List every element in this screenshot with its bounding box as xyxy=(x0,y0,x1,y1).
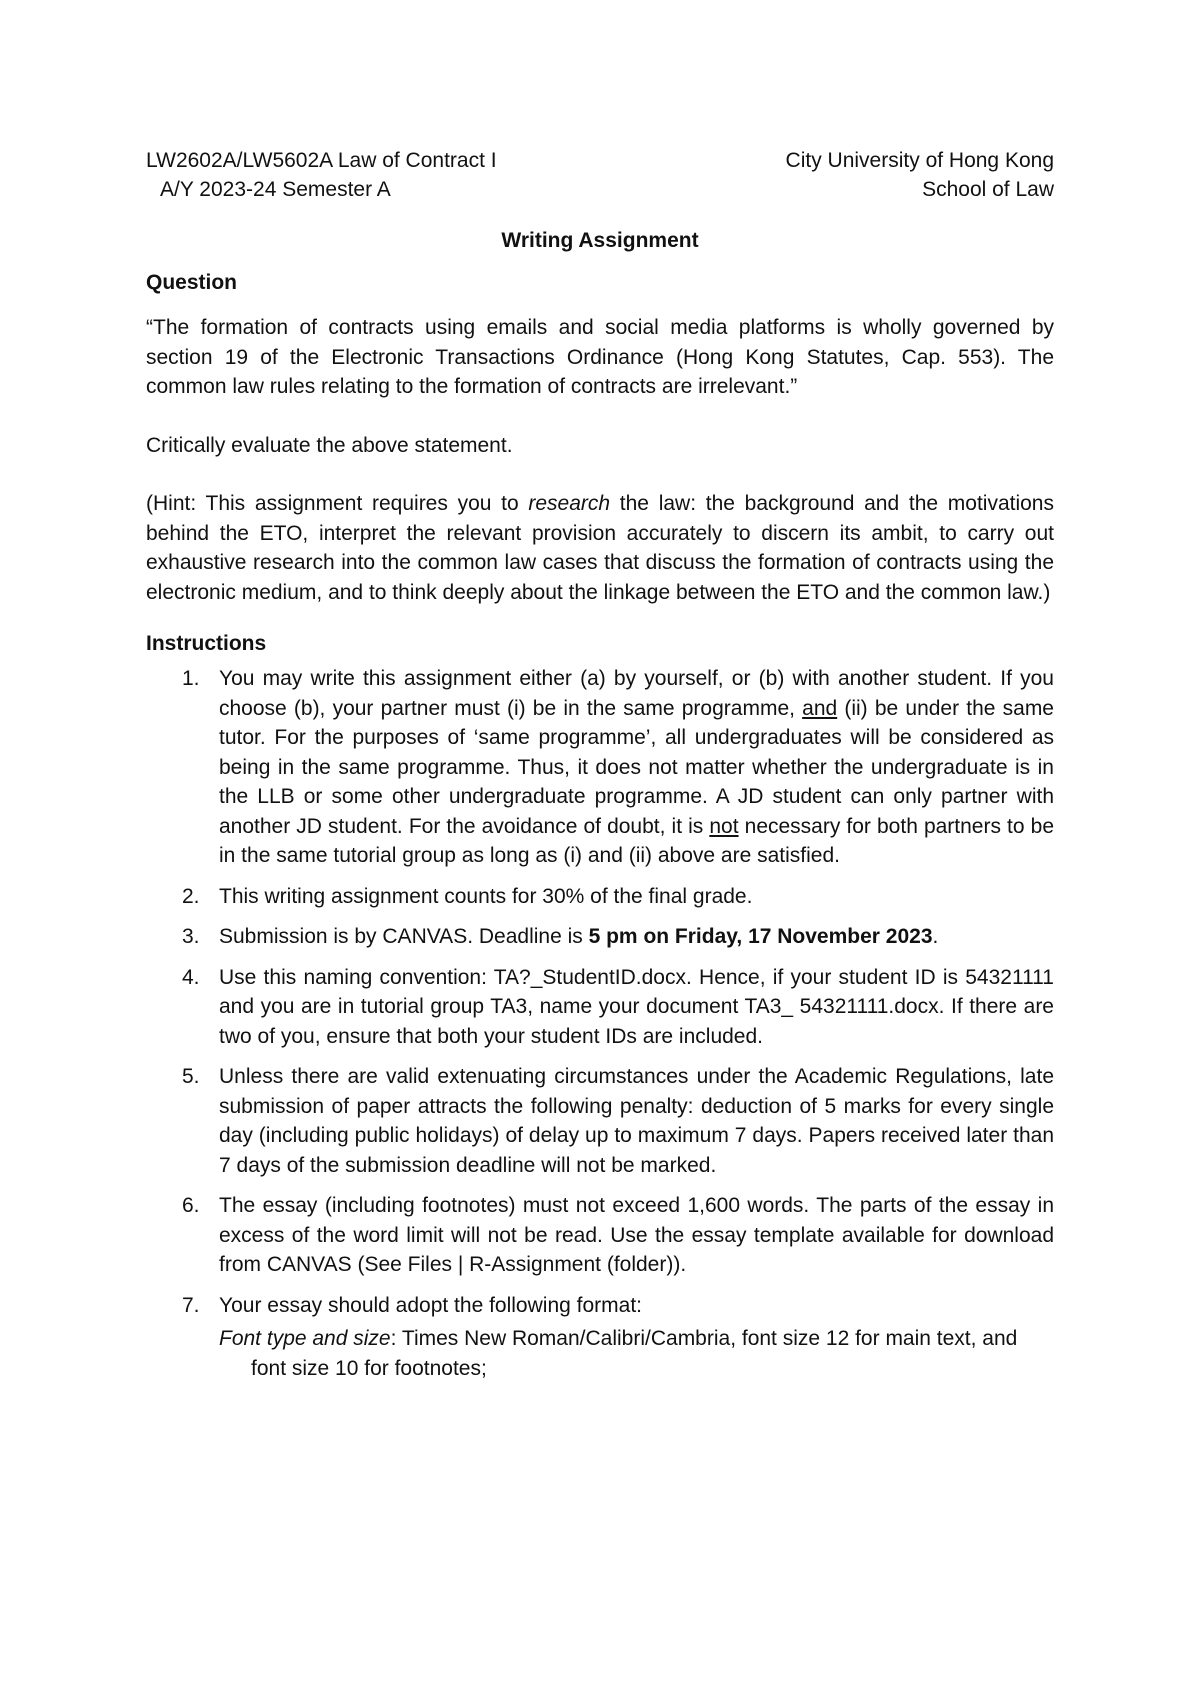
item-text: The essay (including footnotes) must not exceed 1,600 words. The parts of the essay in excess of the word limit will not be read. Use the essay template available for download from CANVAS (See Files | R-Assignment (folder)). xyxy=(219,1194,1054,1276)
instructions-list xyxy=(146,664,1054,1320)
header-row-2 xyxy=(146,175,1054,204)
item-number: 3. xyxy=(182,925,200,948)
list-item xyxy=(146,1191,1054,1280)
item-text: Unless there are valid extenuating circumstances under the Academic Regulations, late submission of paper attracts the following penalty: deduction of 5 marks for every single day (including public holidays) of delay up to maximum 7 days. Papers received later than 7 days of the submission deadline will not be marked. xyxy=(219,1065,1054,1177)
item-text: Use this naming convention: TA?_StudentID.docx. Hence, if your student ID is 54321111 and you are in tutorial group TA3, name your document TA3_ 54321111.docx. If there are two of you, ensure that both your student IDs are included. xyxy=(219,965,1054,1048)
deadline-text: 5 pm on Friday, 17 November 2023 xyxy=(588,925,933,948)
hint-text-end: the law: the background and the motivations behind the ETO, interpret the relevant provision accurately to discern its ambit, to carry out exhaustive research into the common law cases that discuss the formation of contracts using the electronic medium, and to think deeply about the linkage between the ETO and the common law.) xyxy=(146,492,1054,604)
format-text-continued: font size 10 for footnotes; xyxy=(251,1356,487,1380)
item-text: Submission is by CANVAS. Deadline is xyxy=(219,925,589,948)
question-quote: “The formation of contracts using emails and social media platforms is wholly governed by section 19 of the Electronic Transactions Ordinance (Hong Kong Statutes, Cap. 553). The common law rules relating to the formation of contracts are irrelevant.” xyxy=(146,316,1054,398)
semester-label: A/Y 2023-24 Semester A xyxy=(160,178,391,201)
instructions-heading: Instructions xyxy=(146,632,267,655)
item-number: 2. xyxy=(182,884,200,908)
item-number: 4. xyxy=(182,965,200,989)
format-spec xyxy=(146,1324,1054,1383)
item-text: You may write this assignment either (a) by yourself, or (b) with another student. If you choose (b), your partner must (i) be in the same programme, xyxy=(219,667,1054,720)
item-text: . xyxy=(932,925,939,948)
list-item xyxy=(146,1291,1054,1321)
list-item xyxy=(146,922,1054,952)
page-title: Writing Assignment xyxy=(501,229,699,252)
hint-text-start: (Hint: This assignment requires you to xyxy=(146,492,529,515)
format-text: : Times New Roman/Calibri/Cambria, font size 12 for main text, and xyxy=(390,1327,1018,1350)
question-task: Critically evaluate the above statement. xyxy=(146,433,513,457)
question-heading: Question xyxy=(146,271,238,294)
item-emphasis: and xyxy=(802,696,838,720)
list-item xyxy=(146,963,1054,1052)
item-text: (ii) be under the same tutor. For the purposes of ‘same programme’, all undergraduates will be considered as being in the same programme. Thus, it does not matter whether the undergraduate is in the LLB or some other undergraduate programme. A JD student can only partner with another JD student. For the avoidance of doubt, it is xyxy=(219,696,1054,838)
item-number: 7. xyxy=(182,1293,200,1317)
item-number: 5. xyxy=(182,1065,200,1088)
university-name: City University of Hong Kong xyxy=(785,149,1054,172)
hint-emphasis: research xyxy=(528,492,611,515)
question-hint xyxy=(146,489,1054,607)
item-text: Your essay should adopt the following format: xyxy=(219,1293,642,1317)
item-text: This writing assignment counts for 30% of the final grade. xyxy=(219,884,753,908)
document-page xyxy=(146,146,1054,1383)
item-text: necessary for both partners to be in the same tutorial group as long as (i) and (ii) above are satisfied. xyxy=(219,814,1055,867)
school-name: School of Law xyxy=(922,178,1054,201)
item-number: 6. xyxy=(182,1194,200,1217)
list-item xyxy=(146,882,1054,912)
list-item xyxy=(146,664,1054,871)
list-item xyxy=(146,1062,1054,1180)
header-row-1 xyxy=(146,146,1054,175)
format-label: Font type and size xyxy=(219,1327,391,1350)
item-emphasis: not xyxy=(709,814,739,838)
course-code: LW2602A/LW5602A Law of Contract I xyxy=(146,149,497,172)
item-number: 1. xyxy=(182,667,200,690)
